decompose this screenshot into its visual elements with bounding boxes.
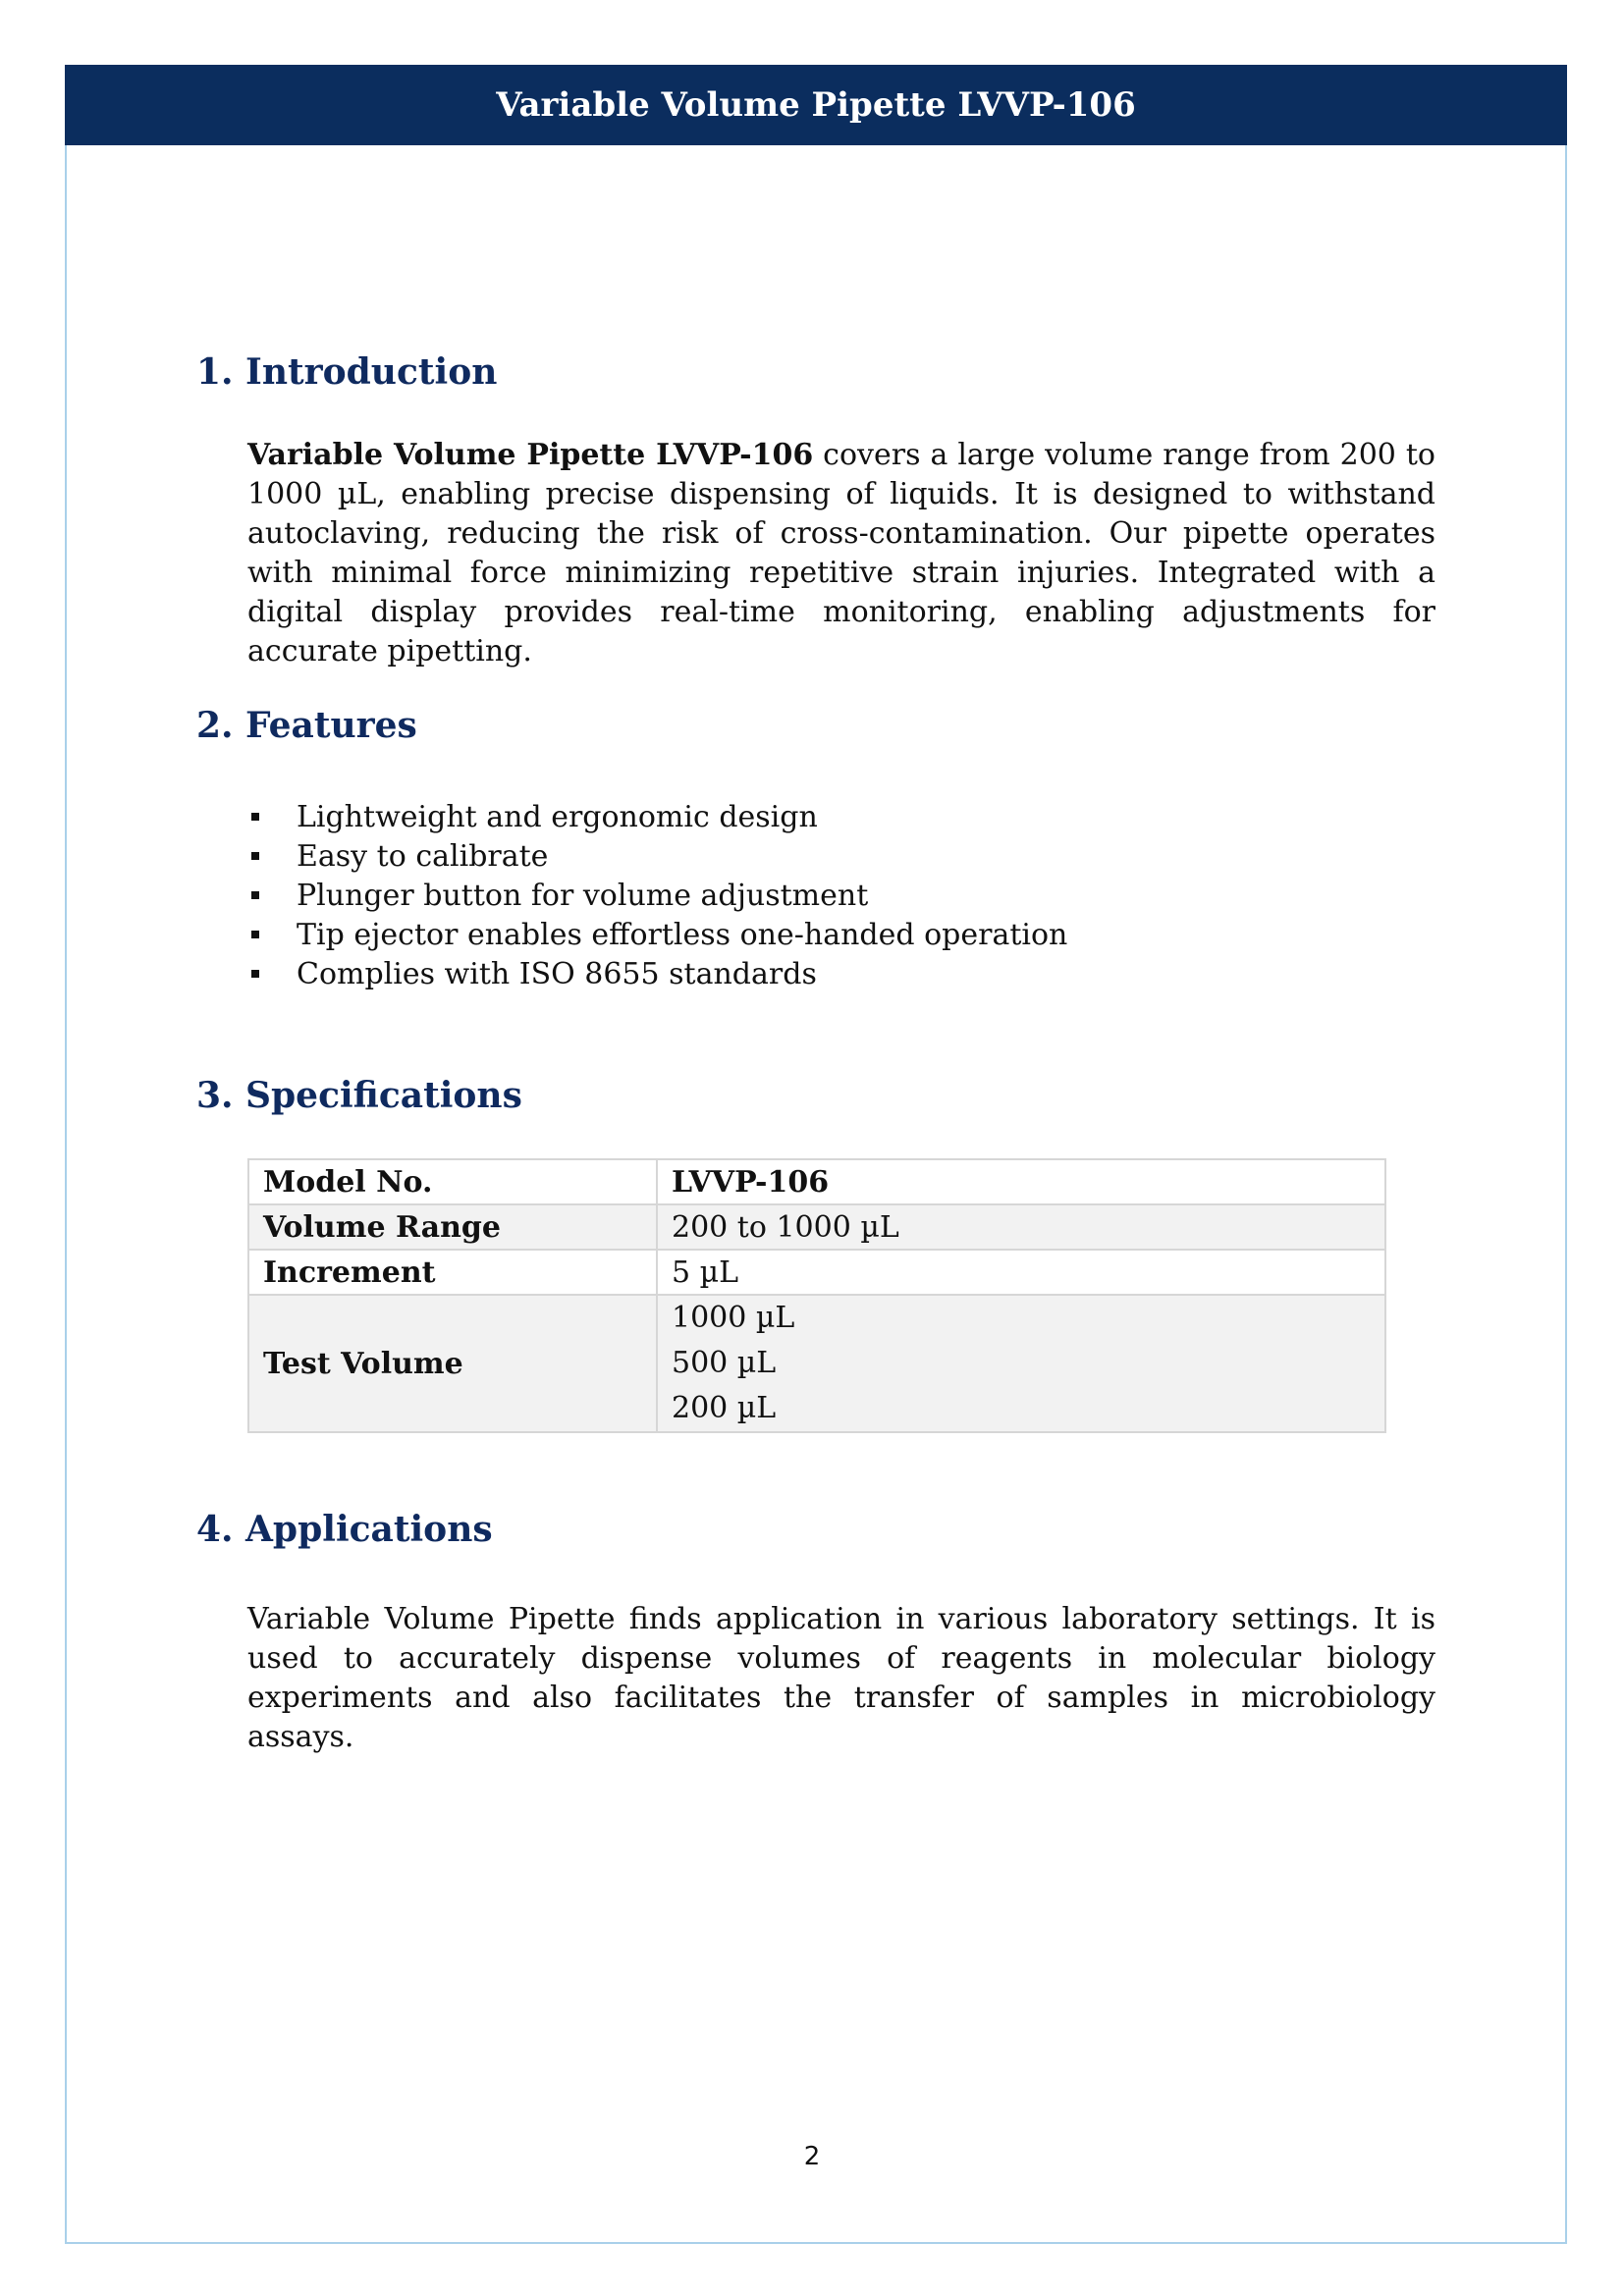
section-number: 2. (196, 705, 234, 746)
feature-text: Complies with ISO 8655 standards (297, 956, 817, 991)
spec-value: 1000 µL (672, 1301, 795, 1335)
list-item (247, 797, 1067, 836)
feature-text: Easy to calibrate (297, 838, 549, 874)
section-title: Introduction (245, 351, 498, 393)
spec-value: 500 µL (672, 1346, 777, 1380)
spec-label: Volume Range (248, 1204, 657, 1250)
spec-value: 200 µL (672, 1391, 777, 1425)
square-bullet-icon (251, 931, 259, 938)
section-number: 3. (196, 1075, 234, 1116)
introduction-text: covers a large volume range from 200 to 1000 µL, enabling precise dispensing of liquids. It is designed to withstand autoclaving, reducing the risk of cross-contamination. Our pipette operates with minimal force minimizing repetitive strain injuries. Integrated with a digital display provides real-time monitoring, enabling adjustments for accurate pipetting. (247, 438, 1435, 668)
square-bullet-icon (251, 852, 259, 860)
section-heading-features (196, 705, 417, 746)
list-item (247, 876, 1067, 915)
list-item (247, 836, 1067, 876)
list-item (247, 954, 1067, 993)
square-bullet-icon (251, 813, 259, 821)
section-number: 1. (196, 351, 234, 393)
list-item (247, 915, 1067, 954)
feature-text: Plunger button for volume adjustment (297, 878, 869, 913)
table-row (248, 1295, 1385, 1432)
feature-text: Lightweight and ergonomic design (297, 799, 818, 834)
spec-value: LVVP-106 (657, 1159, 1385, 1204)
section-title: Specifications (245, 1075, 522, 1116)
page-number: 2 (803, 2142, 821, 2171)
spec-value: 5 µL (657, 1250, 1385, 1295)
document-title: Variable Volume Pipette LVVP-106 (65, 65, 1567, 145)
product-name: Variable Volume Pipette LVVP-106 (247, 438, 814, 472)
section-title: Applications (245, 1509, 493, 1550)
spec-label: Model No. (248, 1159, 657, 1204)
table-row (248, 1204, 1385, 1250)
section-title: Features (245, 705, 417, 746)
section-heading-applications (196, 1509, 493, 1550)
square-bullet-icon (251, 891, 259, 899)
section-heading-specifications (196, 1075, 522, 1116)
table-row (248, 1250, 1385, 1295)
spec-label: Increment (248, 1250, 657, 1295)
section-number: 4. (196, 1509, 234, 1550)
table-row (248, 1159, 1385, 1204)
spec-label: Test Volume (248, 1295, 657, 1432)
square-bullet-icon (251, 970, 259, 978)
introduction-paragraph (247, 436, 1435, 671)
feature-text: Tip ejector enables effortless one-handed operation (297, 917, 1068, 952)
section-heading-introduction (196, 351, 497, 393)
features-list (247, 797, 1067, 993)
specifications-table (247, 1158, 1386, 1433)
applications-paragraph: Variable Volume Pipette finds application in various laboratory settings. It is used to accurately dispense volumes of reagents in molecular biology experiments and also facilitates the transfer of samples in microbiology assays. (247, 1602, 1435, 1754)
spec-value: 200 to 1000 µL (657, 1204, 1385, 1250)
spec-value-list (657, 1295, 1385, 1432)
